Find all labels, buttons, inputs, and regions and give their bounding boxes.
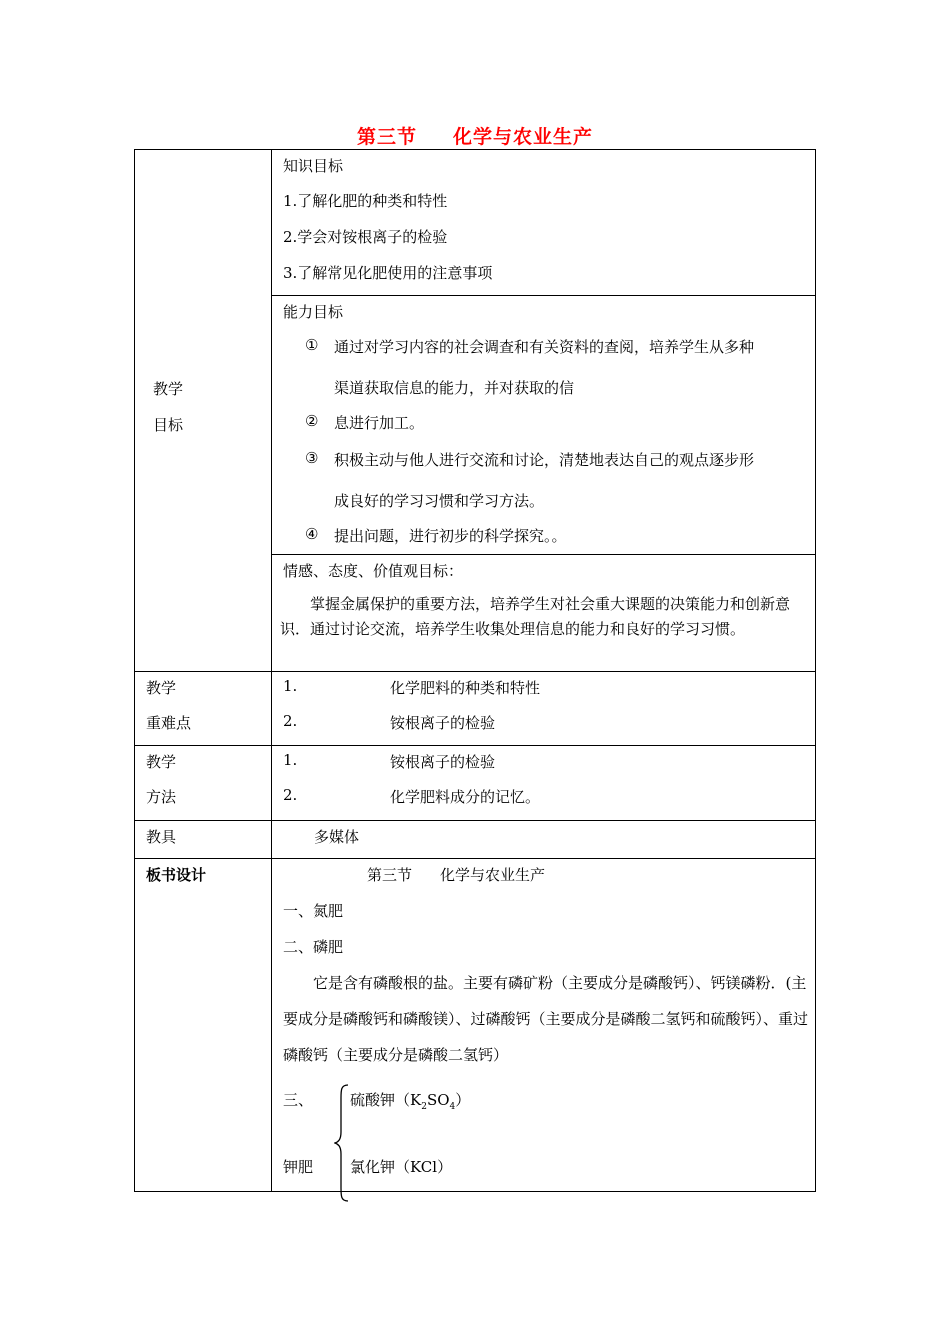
- board-label-cell: [135, 859, 272, 1192]
- ability-marker: ①: [305, 336, 319, 354]
- potassium-chloride: 氯化钾（KCl）: [350, 1158, 453, 1176]
- emotion-text: 掌握金属保护的重要方法，培养学生对社会重大课题的决策能力和创新意识．通过讨论交流，培养学生收集处理信息的能力和良好的学习习惯。: [280, 595, 791, 638]
- key-point-text: 化学肥料的种类和特性: [390, 679, 541, 697]
- board-label: 板书设计: [146, 866, 207, 884]
- ability-heading: 能力目标: [283, 303, 344, 321]
- key-point-text: 铵根离子的检验: [390, 714, 496, 732]
- ability-item-text: 成良好的学习习惯和学习方法。: [334, 492, 545, 510]
- potassium-label: 钾肥: [283, 1158, 314, 1176]
- objectives-label-1: 教学: [153, 380, 184, 398]
- potassium-sulfate-sub2: 4: [449, 1102, 456, 1112]
- key-point-num: 1.: [283, 677, 298, 695]
- knowledge-item: 2.学会对铵根离子的检验: [283, 228, 448, 246]
- emotion-objectives-cell: [272, 555, 816, 672]
- objectives-label-2: 目标: [153, 416, 184, 434]
- key-points-label-cell: [135, 672, 272, 746]
- board-title-section: 第三节: [367, 866, 413, 884]
- method-num: 1.: [283, 751, 298, 769]
- brace-icon: [334, 1084, 350, 1202]
- ability-objectives-cell: [272, 296, 816, 555]
- methods-cell: [272, 746, 816, 821]
- method-text: 化学肥料成分的记忆。: [390, 788, 541, 806]
- ability-item-text: 渠道获取信息的能力，并对获取的信: [334, 379, 575, 397]
- objectives-label-cell: [135, 150, 272, 672]
- nitrogen-heading: 一、氮肥: [283, 902, 344, 920]
- ability-marker: ④: [305, 525, 319, 543]
- ability-marker: ②: [305, 412, 319, 430]
- knowledge-heading: 知识目标: [283, 157, 344, 175]
- ability-item-text: 提出问题，进行初步的科学探究。。: [334, 527, 567, 545]
- emotion-heading: 情感、态度、价值观目标：: [283, 562, 464, 580]
- key-points-label-2: 重难点: [146, 714, 192, 732]
- method-num: 2.: [283, 786, 298, 804]
- knowledge-item: 1.了解化肥的种类和特性: [283, 192, 448, 210]
- page-title: [0, 122, 950, 149]
- ability-item-text: 息进行加工。: [334, 414, 425, 432]
- ability-marker: ③: [305, 449, 319, 467]
- methods-label-cell: [135, 746, 272, 821]
- tools-value: 多媒体: [314, 828, 360, 846]
- potassium-num: 三、: [283, 1091, 314, 1109]
- board-title-topic: 化学与农业生产: [440, 866, 546, 884]
- methods-label-2: 方法: [146, 788, 177, 806]
- phosphorus-heading: 二、磷肥: [283, 938, 344, 956]
- ability-item-text: 积极主动与他人进行交流和讨论，清楚地表达自己的观点逐步形: [334, 451, 755, 469]
- phosphorus-text: 它是含有磷酸根的盐。主要有磷矿粉（主要成分是磷酸钙）、钙镁磷粉．(主要成分是磷酸钙和磷酸镁）、过磷酸钙（主要成分是磷酸二氢钙和硫酸钙）、重过磷酸钙（主要成分是磷酸二氢钙）: [283, 974, 809, 1064]
- tools-label-cell: [135, 821, 272, 859]
- title-section: 第三节: [356, 126, 417, 148]
- key-points-label-1: 教学: [146, 679, 177, 697]
- ability-item-text: 通过对学习内容的社会调查和有关资料的查阅，培养学生从多种: [334, 338, 755, 356]
- knowledge-item: 3.了解常见化肥使用的注意事项: [283, 264, 493, 282]
- potassium-sulfate-mid: SO: [426, 1091, 450, 1109]
- methods-label-1: 教学: [146, 753, 177, 771]
- lesson-plan-table: [134, 149, 816, 1192]
- potassium-sulfate-end: ）: [455, 1091, 471, 1109]
- potassium-sulfate: [350, 1089, 470, 1112]
- title-topic: 化学与农业生产: [453, 126, 594, 148]
- potassium-sulfate-sub1: 2: [421, 1102, 427, 1112]
- tools-cell: [272, 821, 816, 859]
- tools-label: 教具: [146, 828, 177, 846]
- potassium-sulfate-name: 硫酸钾（K: [350, 1091, 422, 1109]
- board-design-cell: [272, 859, 816, 1192]
- key-points-cell: [272, 672, 816, 746]
- key-point-num: 2.: [283, 712, 298, 730]
- knowledge-objectives-cell: [272, 150, 816, 296]
- method-text: 铵根离子的检验: [390, 753, 496, 771]
